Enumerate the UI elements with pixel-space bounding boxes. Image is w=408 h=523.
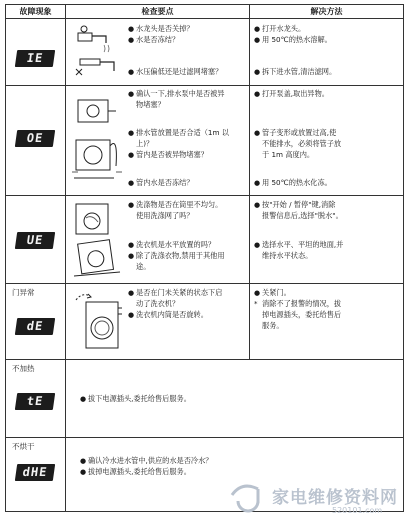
solution-item: 掉电源插头，委托给售后 <box>262 310 342 319</box>
solution-cell <box>250 196 404 284</box>
check-cell <box>66 196 250 284</box>
solution-item: ● 拆下进水管,清洁滤网。 <box>254 67 337 76</box>
check-item: ● 拔下电源插头,委托给售后服务。 <box>80 394 191 403</box>
error-code-display: tE <box>15 393 55 410</box>
fault-cell <box>6 438 66 512</box>
check-item: ● 洗衣机内筒是否旋转。 <box>128 310 208 319</box>
check-item: ● 水压偏低还是过滤网堵塞？ <box>128 67 223 76</box>
check-item: ● 洗涤物是否在筒里不均匀。 <box>128 200 223 209</box>
check-item: 使用洗涤网了吗？ <box>136 211 194 220</box>
fault-cell <box>6 19 66 86</box>
washing-machine-icon <box>72 202 124 280</box>
solution-cell <box>250 284 404 360</box>
check-cell <box>66 86 250 196</box>
check-item: ● 水龙头是否关掉？ <box>128 24 194 33</box>
watermark <box>222 479 404 521</box>
check-item: 途。 <box>136 262 151 271</box>
check-item: ● 排水管放置是否合适（1m 以 <box>128 128 229 137</box>
check-item: ● 是否在门未关紧的状态下启 <box>128 288 223 297</box>
solution-item: * 消除不了报警的情况，拔 <box>254 299 342 308</box>
header-row <box>6 5 404 19</box>
faucet-icon <box>74 25 122 81</box>
solution-item: 报警信息后,选择"脱水"。 <box>262 211 343 220</box>
table-row <box>6 360 404 438</box>
header-solution: 解决方法 <box>250 5 404 19</box>
table-row <box>6 196 404 284</box>
fault-cell <box>6 86 66 196</box>
solution-item: ● 选择水平、平坦的地面,并 <box>254 240 344 249</box>
solution-item: ● 打开泵盖,取出异物。 <box>254 89 329 98</box>
error-code-display: UE <box>15 232 55 249</box>
solution-item: ● 用 50℃的热水化冻。 <box>254 178 332 187</box>
troubleshooting-table <box>5 4 404 512</box>
error-code-display: dHE <box>15 464 55 481</box>
solution-item: ● 关紧门。 <box>254 288 291 297</box>
fault-label: 不烘干 <box>12 442 35 451</box>
check-cell <box>66 284 250 360</box>
solution-item: ● 用 50℃的热水溶解。 <box>254 35 332 44</box>
solution-cell <box>250 19 404 86</box>
check-item: ● 管内水是否冻结？ <box>128 178 194 187</box>
tap-logo-icon <box>228 481 268 517</box>
check-item: ● 洗衣机是水平放置的吗？ <box>128 240 216 249</box>
check-item: ● 拔掉电源插头,委托给售后服务。 <box>80 467 191 476</box>
error-code-display: IE <box>15 50 55 67</box>
fault-cell <box>6 196 66 284</box>
solution-item: ● 按"开始 / 暂停"键,消除 <box>254 200 336 209</box>
solution-item: 服务。 <box>262 321 284 330</box>
fault-label: 不加热 <box>12 364 35 373</box>
check-item: 动了洗衣机？ <box>136 299 180 308</box>
solution-item: 不能排水，必须将管子放 <box>262 139 342 148</box>
solution-item: ● 管子变形或放置过高,使 <box>254 128 337 137</box>
table-row <box>6 284 404 360</box>
header-fault: 故障现象 <box>6 5 66 19</box>
check-cell <box>66 19 250 86</box>
check-item: 物堵塞？ <box>136 100 165 109</box>
check-cell <box>66 360 404 438</box>
solution-item: 于 1m 高度内。 <box>262 150 315 159</box>
check-item: ● 水是否冻结？ <box>128 35 180 44</box>
check-item: 上)？ <box>136 139 154 148</box>
solution-item: 维持水平状态。 <box>262 251 313 260</box>
table-row <box>6 19 404 86</box>
fault-cell <box>6 360 66 438</box>
check-item: ● 确认冷水进水管中,供应的水是否冷水？ <box>80 456 213 465</box>
door-icon <box>72 290 126 354</box>
check-item: ● 除了洗涤衣物,禁用于其他用 <box>128 251 225 260</box>
header-check: 检查要点 <box>66 5 250 19</box>
error-code-display: OE <box>15 130 55 147</box>
fault-label: 门异常 <box>12 288 35 297</box>
fault-cell <box>6 284 66 360</box>
error-code-display: dE <box>15 318 55 335</box>
solution-cell <box>250 86 404 196</box>
watermark-url: 520101.com <box>332 506 383 515</box>
solution-item: ● 打开水龙头。 <box>254 24 306 33</box>
drain-pump-icon <box>72 96 122 188</box>
watermark-text: 家电维修资料网 <box>272 488 398 508</box>
table-row <box>6 86 404 196</box>
check-item: ● 管内是否被异物堵塞？ <box>128 150 208 159</box>
check-item: ● 确认一下,排水泵中是否被异 <box>128 89 225 98</box>
